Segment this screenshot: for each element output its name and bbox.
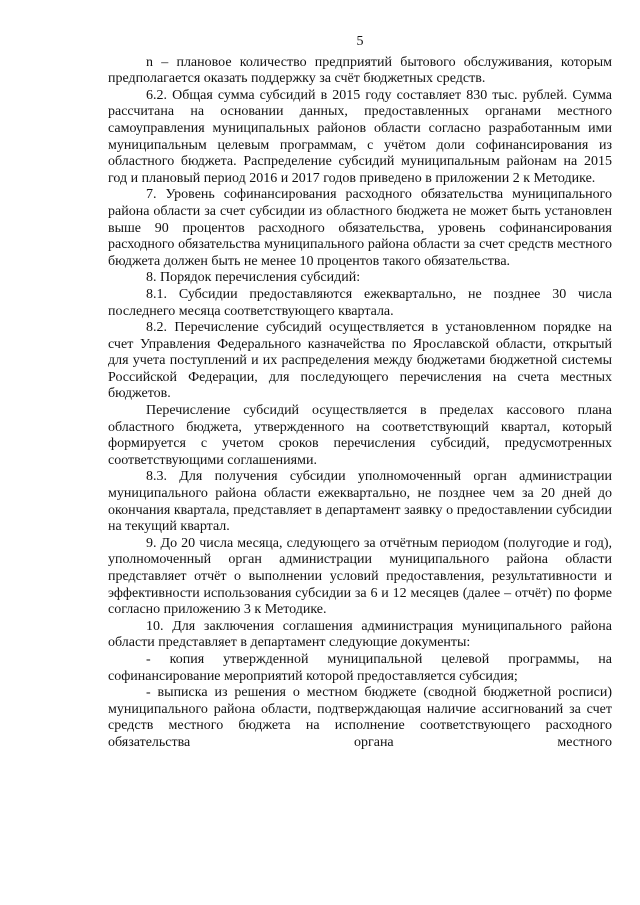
paragraph-8: 8. Порядок перечисления субсидий: — [146, 270, 361, 286]
paragraph-n-definition: n – плановое количество предприятий бытового обслуживания, которым предполагается оказать поддержку за счёт бюджетных средств. — [108, 54, 612, 87]
paragraph-10: 10. Для заключения соглашения администрация муниципального района области представляет в департамент следующие документы: — [108, 618, 612, 651]
paragraph-transfer-plan: Перечисление субсидий осуществляется в пределах кассового плана областного бюджета, утвержденного на соответствующий квартал, который формируется с учетом сроков перечисления субсидий, предусмотренных соответствующими соглашениями. — [108, 403, 612, 468]
paragraph-8-3: 8.3. Для получения субсидии уполномоченный орган администрации муниципального района области ежеквартально, не позднее чем за 20 дней до окончания квартала, представляет в департамент заявку о предоставлении субсидии на текущий квартал. — [108, 469, 612, 535]
list-item-program-copy: - копия утвержденной муниципальной целевой программы, на софинансирование мероприятий которой предоставляется субсидия; — [108, 651, 612, 684]
paragraph-9: 9. До 20 числа месяца, следующего за отчётным периодом (полугодие и год), уполномоченный орган администрации муниципального района области представляет отчёт о выполнении условий предоставления, результативности и эффективности использования субсидии за 6 и 12 месяцев (далее – отчёт) по форме согласно приложению 3 к Методике. — [108, 535, 612, 618]
paragraph-8-1: 8.1. Субсидии предоставляются ежеквартально, не позднее 30 числа последнего месяца соответствующего квартала. — [108, 286, 612, 319]
list-item-budget-extract: - выписка из решения о местном бюджете (сводной бюджетной росписи) муниципального района области, подтверждающая наличие ассигнований за счет средств местного бюджета на исполнение соответствующего расходного обязательства органа местного — [108, 685, 612, 750]
page-number: 5 — [356, 34, 364, 49]
paragraph-8-2: 8.2. Перечисление субсидий осуществляется в установленном порядке на счет Управления Федерального казначейства по Ярославской области, открытый для учета поступлений и их распределения между бюджетами бюджетной системы Российской Федерации, для последующего перечисления на счета местных бюджетов. — [108, 320, 612, 402]
paragraph-6-2: 6.2. Общая сумма субсидий в 2015 году составляет 830 тыс. рублей. Сумма рассчитана на основании данных, предоставленных органами местного самоуправления муниципальных районов области согласно разработанным ими муниципальным целевым программам, с учётом доли софинансирования из областного бюджета. Распределение субсидий муниципальным районам на 2015 год и плановый период 2016 и 2017 годов приведено в приложении 2 к Методике. — [108, 87, 612, 186]
paragraph-7: 7. Уровень софинансирования расходного обязательства муниципального района области за счет субсидии из областного бюджета не может быть установлен выше 90 процентов расходного обязательства, уровень софинансирования расходного обязательства муниципального района области за счет средств местного бюджета должен быть не менее 10 процентов такого обязательства. — [108, 187, 612, 269]
